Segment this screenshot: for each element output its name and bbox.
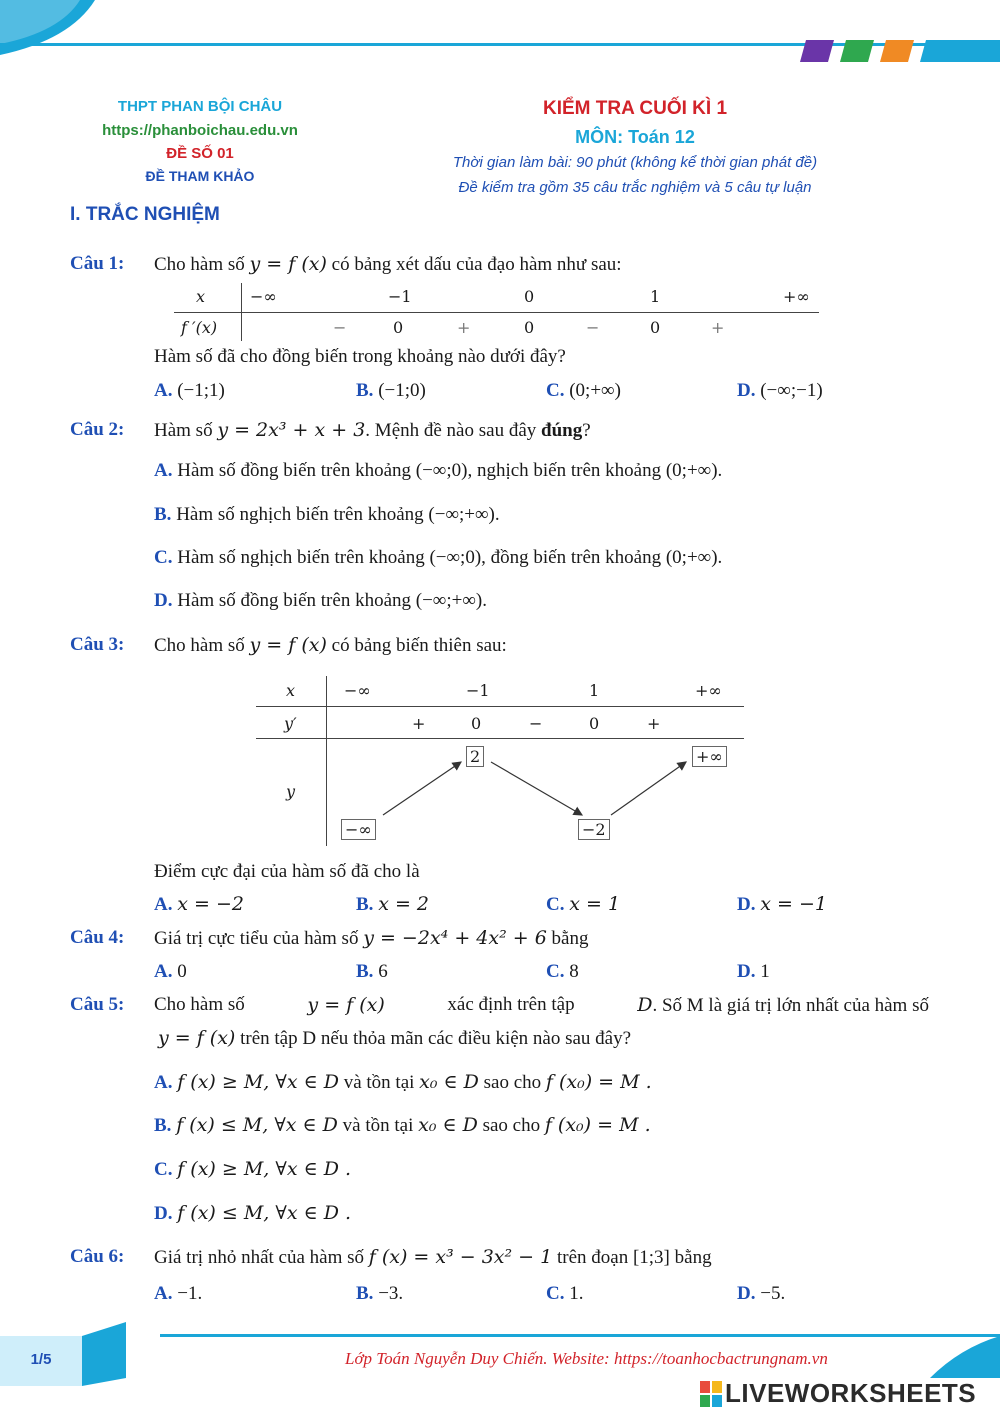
q6-option-a[interactable]: A. −1. — [154, 1283, 203, 1304]
q2-label: Câu 2: — [70, 419, 125, 440]
q2-option-a[interactable]: A. Hàm số đồng biến trên khoảng (−∞;0), nghịch biến trên khoảng (0;+∞). — [154, 460, 723, 481]
q5-option-b[interactable]: B. f (x) ≤ M, ∀x ∈ D và tồn tại x₀ ∈ D sao cho f (x₀) = M . — [154, 1114, 651, 1136]
q3-label: Câu 3: — [70, 634, 125, 655]
q4-option-a[interactable]: A. 0 — [154, 961, 187, 982]
q3-sign: + — [412, 714, 426, 733]
q3-x-value: 1 — [589, 681, 600, 700]
q6-option-b[interactable]: B. −3. — [356, 1283, 404, 1304]
liveworksheets-logo — [700, 1378, 976, 1409]
q2-option-c[interactable]: C. Hàm số nghịch biến trên khoảng (−∞;0), đồng biến trên khoảng (0;+∞). — [154, 547, 723, 568]
q1-option-b[interactable]: B. (−1;0) — [356, 380, 426, 401]
q2-option-d[interactable]: D. Hàm số đồng biến trên khoảng (−∞;+∞). — [154, 590, 487, 611]
q5-stem-line2: y = f (x) trên tập D nếu thỏa mãn các điều kiện nào sau đây? — [158, 1027, 632, 1049]
q3-option-a[interactable]: A. x = −2 — [154, 893, 244, 915]
q1-option-d[interactable]: D. (−∞;−1) — [737, 380, 823, 401]
q2-stem: Hàm số y = 2x³ + x + 3. Mệnh đề nào sau đây đúng? — [154, 419, 591, 441]
q3-y-label: y — [286, 782, 296, 801]
liveworksheets-icon — [700, 1381, 722, 1407]
q1-sign: + — [457, 318, 471, 337]
q3-y-value: −∞ — [341, 819, 376, 840]
q1-sign: 0 — [393, 318, 404, 337]
header-decoration — [0, 0, 1000, 80]
q1-label: Câu 1: — [70, 253, 125, 274]
q1-x-value: +∞ — [783, 287, 810, 306]
q3-option-b[interactable]: B. x = 2 — [356, 893, 429, 915]
q1-option-c[interactable]: C. (0;+∞) — [546, 380, 621, 401]
structure-note: Đề kiểm tra gồm 35 câu trắc nghiệm và 5 câu tự luận — [458, 179, 812, 196]
q1-option-a[interactable]: A. (−1;1) — [154, 380, 225, 401]
q1-x-value: 0 — [524, 287, 535, 306]
q4-stem: Giá trị cực tiểu của hàm số y = −2x⁴ + 4x² + 6 bằng — [154, 927, 589, 949]
q3-y-value: −2 — [578, 819, 610, 840]
q3-sign: 0 — [589, 714, 600, 733]
q6-option-d[interactable]: D. −5. — [737, 1283, 786, 1304]
q5-option-c[interactable]: C. f (x) ≥ M, ∀x ∈ D . — [154, 1158, 352, 1180]
q3-y-value: 2 — [466, 746, 484, 767]
q1-sign: 0 — [650, 318, 661, 337]
subject-label: MÔN: Toán 12 — [575, 127, 695, 147]
q3-x-label: x — [286, 681, 296, 700]
q1-sign: 0 — [524, 318, 535, 337]
q3-option-c[interactable]: C. x = 1 — [546, 893, 621, 915]
q3-stem: Cho hàm số y = f (x) có bảng biến thiên sau: — [154, 634, 507, 656]
q1-x-label: x — [196, 287, 206, 306]
q1-x-value: −1 — [388, 287, 412, 306]
liveworksheets-text: LIVEWORKSHEETS — [725, 1378, 977, 1408]
q3-sign: + — [647, 714, 661, 733]
school-name: THPT PHAN BỘI CHÂU — [117, 98, 283, 115]
school-website[interactable]: https://phanboichau.edu.vn — [102, 122, 298, 139]
time-note: Thời gian làm bài: 90 phút (không kể thời gian phát đề) — [452, 154, 818, 171]
q4-option-d[interactable]: D. 1 — [737, 961, 770, 982]
q2-option-b[interactable]: B. Hàm số nghịch biến trên khoảng (−∞;+∞). — [154, 504, 500, 525]
q1-x-value: 1 — [650, 287, 661, 306]
q6-label: Câu 6: — [70, 1246, 125, 1267]
q3-x-value: +∞ — [695, 681, 722, 700]
q3-sign: − — [529, 714, 543, 733]
exam-number: ĐỀ SỐ 01 — [166, 145, 234, 162]
q3-x-value: −1 — [466, 681, 490, 700]
q1-stem: Cho hàm số y = f (x) có bảng xét dấu của đạo hàm như sau: — [154, 253, 622, 275]
q1-question: Hàm số đã cho đồng biến trong khoảng nào dưới đây? — [154, 346, 566, 367]
q3-question: Điểm cực đại của hàm số đã cho là — [154, 861, 420, 882]
q3-variation-arrows — [326, 740, 746, 850]
q3-yp-label: y′ — [284, 714, 297, 733]
q3-x-value: −∞ — [344, 681, 371, 700]
q5-option-a[interactable]: A. f (x) ≥ M, ∀x ∈ D và tồn tại x₀ ∈ D sao cho f (x₀) = M . — [154, 1071, 652, 1093]
q5-stem-line1: Cho hàm số y = f (x) xác định trên tập D. Số M là giá trị lớn nhất của hàm số — [154, 994, 929, 1016]
q3-sign: 0 — [471, 714, 482, 733]
q5-label: Câu 5: — [70, 994, 125, 1015]
q4-label: Câu 4: — [70, 927, 125, 948]
section-title: I. TRẮC NGHIỆM — [70, 204, 220, 225]
exam-title: KIỂM TRA CUỐI KÌ 1 — [542, 98, 728, 119]
page-number: 1/5 — [30, 1351, 52, 1368]
q1-sign: + — [711, 318, 725, 337]
reference-label: ĐỀ THAM KHẢO — [145, 168, 255, 184]
q6-stem: Giá trị nhỏ nhất của hàm số f (x) = x³ − 3x² − 1 trên đoạn [1;3] bằng — [154, 1246, 712, 1268]
q5-option-d[interactable]: D. f (x) ≤ M, ∀x ∈ D . — [154, 1202, 352, 1224]
q4-option-b[interactable]: B. 6 — [356, 961, 388, 982]
q3-option-d[interactable]: D. x = −1 — [737, 893, 827, 915]
q6-option-c[interactable]: C. 1. — [546, 1283, 584, 1304]
q3-y-value: +∞ — [692, 746, 727, 767]
q1-x-value: −∞ — [250, 287, 277, 306]
q1-sign: − — [586, 318, 600, 337]
q1-fp-label: f ′(x) — [181, 318, 218, 337]
footer-credit[interactable]: Lớp Toán Nguyễn Duy Chiến. Website: https://toanhocbactrungnam.vn — [345, 1349, 828, 1368]
q4-option-c[interactable]: C. 8 — [546, 961, 579, 982]
q1-sign: − — [333, 318, 347, 337]
